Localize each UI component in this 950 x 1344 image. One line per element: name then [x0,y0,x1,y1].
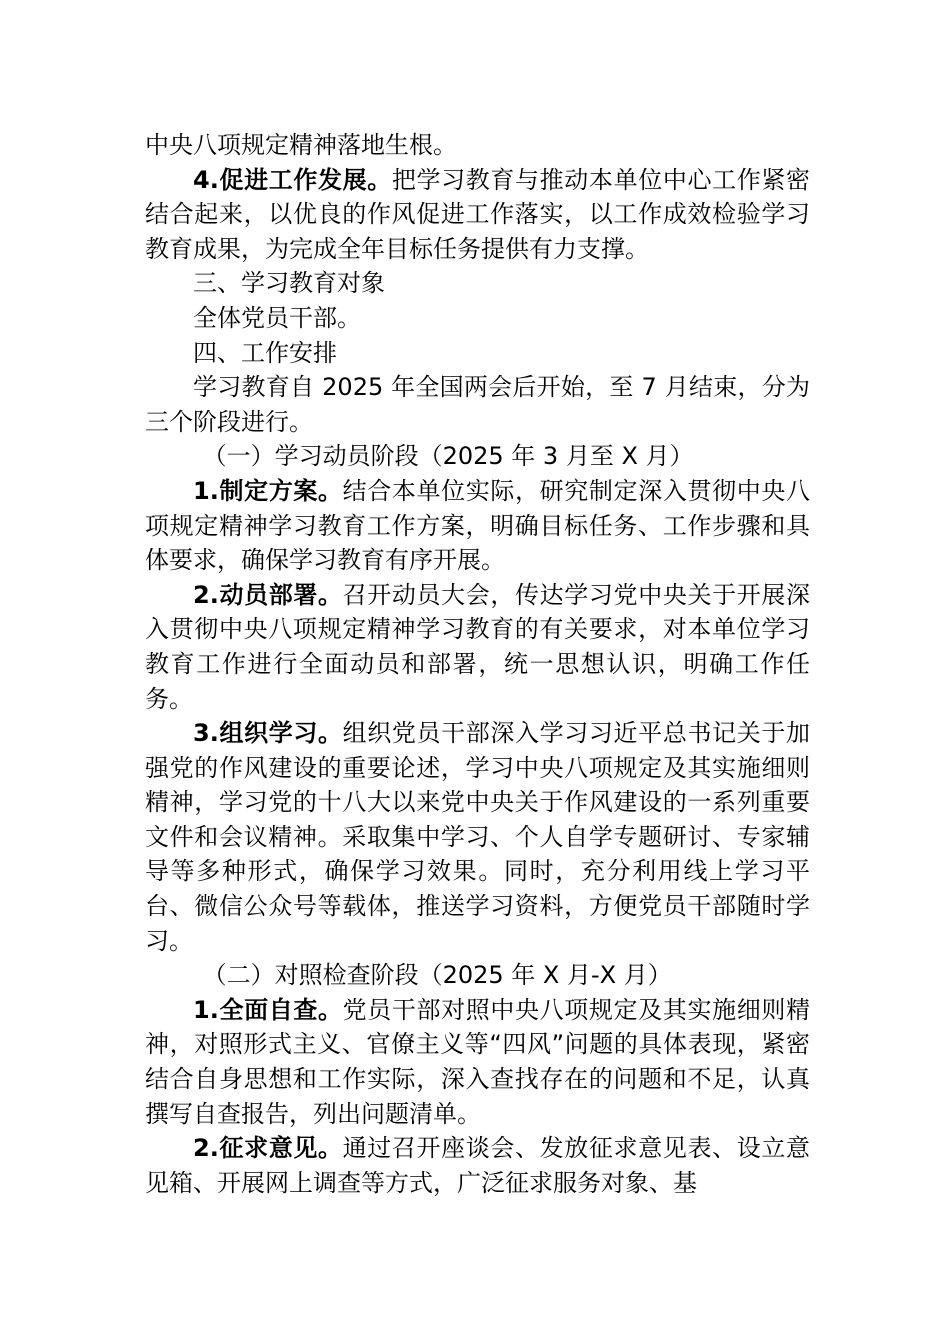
paragraph [145,716,810,958]
section-heading: 四、工作安排 [193,338,337,367]
subsection-heading: （一）学习动员阶段（2025 年 3 月至 X 月） [202,442,694,471]
paragraph-lead: 2.征求意见。 [193,1134,343,1163]
section-heading: 三、学习教育对象 [193,269,385,298]
paragraph: 学习教育自 2025 年全国两会后开始，至 7 月结束，分为三个阶段进行。 [145,373,810,436]
paragraph: 全体党员干部。 [193,303,361,332]
paragraph-lead: 4.促进工作发展。 [193,165,392,194]
paragraph-lead: 2.动员部署。 [193,580,343,609]
paragraph-lead: 3.组织学习。 [193,719,343,748]
paragraph [145,474,810,578]
subsection-heading: （二）对照检查阶段（2025 年 X 月-X 月） [202,961,672,990]
paragraph: 中央八项规定精神落地生根。 [145,131,457,159]
paragraph [145,163,810,267]
paragraph [145,578,810,716]
paragraph-body: 组织党员干部深入学习习近平总书记关于加强党的作风建设的重要论述，学习中央八项规定及其实施细则精神，学习党的十八大以来党中央关于作风建设的一系列重要文件和会议精神。采取集中学习、个人自学专题研讨、专家辅导等多种形式，确保学习效果。同时，充分利用线上学习平台、微信公众号等载体，推送学习资料，方便党员干部随时学习。 [145,719,810,955]
paragraph-lead: 1.全面自查。 [193,995,343,1024]
paragraph [145,993,810,1131]
paragraph [145,1131,810,1200]
paragraph-body: 召开动员大会，传达学习党中央关于开展深入贯彻中央八项规定精神学习教育的有关要求，对本单位学习教育工作进行全面动员和部署，统一思想认识，明确工作任务。 [145,580,810,713]
paragraph-lead: 1.制定方案。 [193,476,343,505]
paragraph-body: 结合本单位实际，研究制定深入贯彻中央八项规定精神学习教育工作方案，明确目标任务、工作步骤和具体要求，确保学习教育有序开展。 [145,476,810,575]
paragraph-body: 党员干部对照中央八项规定及其实施细则精神，对照形式主义、官僚主义等“四风”问题的具体表现，紧密结合自身思想和工作实际，深入查找存在的问题和不足，认真撰写自查报告，列出问题清单。 [145,995,810,1128]
paragraph-body: 把学习教育与推动本单位中心工作紧密结合起来，以优良的作风促进工作落实，以工作成效检验学习教育成果，为完成全年目标任务提供有力支撑。 [145,165,810,263]
document-page [145,128,810,1200]
paragraph-body: 通过召开座谈会、发放征求意见表、设立意见箱、开展网上调查等方式，广泛征求服务对象、基 [145,1134,810,1197]
